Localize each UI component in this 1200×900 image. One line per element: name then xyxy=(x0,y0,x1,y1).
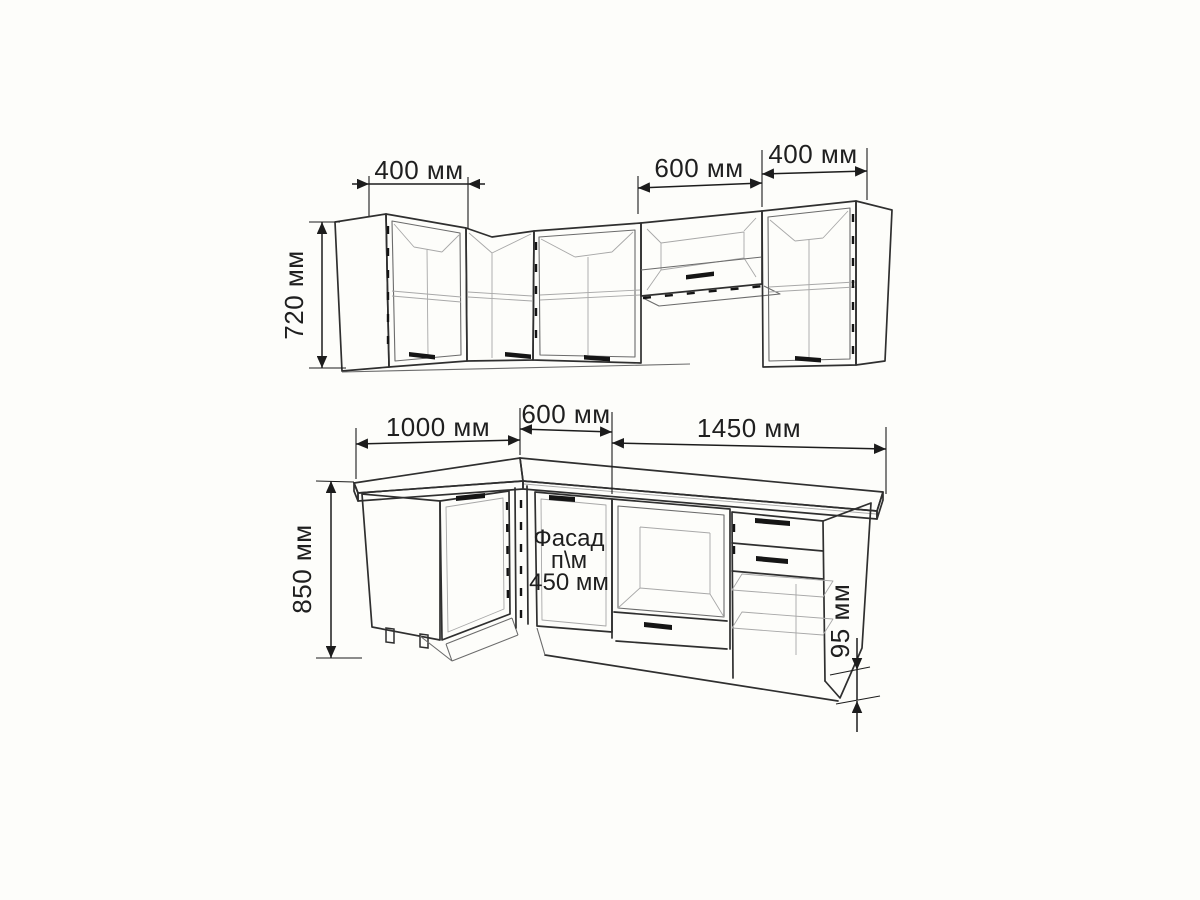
facade-note-line2: п\м xyxy=(550,547,588,574)
dimension-upper-left-width xyxy=(352,155,485,229)
upper-cabinet-400-right xyxy=(762,201,856,367)
dimension-base-height xyxy=(287,481,362,658)
dim-label-base-right-run: 1450 мм xyxy=(696,413,802,443)
dimension-upper-right-width xyxy=(762,139,867,200)
base-cabinets-view xyxy=(354,458,883,701)
base-corner-post xyxy=(515,486,528,628)
dimension-base-right-run xyxy=(612,413,886,494)
dim-label-upper-hood-width: 600 мм xyxy=(654,153,744,183)
dim-label-upper-right-width: 400 мм xyxy=(768,139,858,169)
drawer-cabinet xyxy=(732,512,833,681)
base-corner-cabinet xyxy=(362,491,518,661)
upper-cabinet-middle xyxy=(533,223,641,363)
upper-left-side-panel xyxy=(335,214,389,371)
dim-label-base-left-run: 1000 мм xyxy=(385,412,491,442)
dimension-base-corner-run xyxy=(520,399,612,494)
dimension-upper-hood-width xyxy=(638,150,762,214)
dishwasher-facade-panel xyxy=(529,492,612,632)
plinth xyxy=(537,628,838,701)
dimension-plinth-height xyxy=(825,584,880,732)
upper-baseline xyxy=(342,364,690,372)
oven-housing-cabinet xyxy=(612,499,730,649)
upper-corner-cabinet xyxy=(466,228,534,361)
dim-label-base-corner-run: 600 мм xyxy=(521,399,611,429)
dim-label-base-height: 850 мм xyxy=(287,524,317,614)
upper-cabinets-view xyxy=(335,201,892,372)
dim-label-upper-left-width: 400 мм xyxy=(374,155,464,185)
facade-note-line1: Фасад xyxy=(533,525,605,552)
dim-label-upper-height: 720 мм xyxy=(279,250,309,340)
dimension-base-left-run xyxy=(356,408,520,479)
facade-note-line3: 450 мм xyxy=(529,569,609,596)
dim-label-plinth-height: 95 мм xyxy=(825,583,855,659)
upper-hood-cabinet-600 xyxy=(641,211,780,306)
upper-cabinet-400-left xyxy=(386,214,467,367)
upper-right-side-panel xyxy=(856,201,892,365)
